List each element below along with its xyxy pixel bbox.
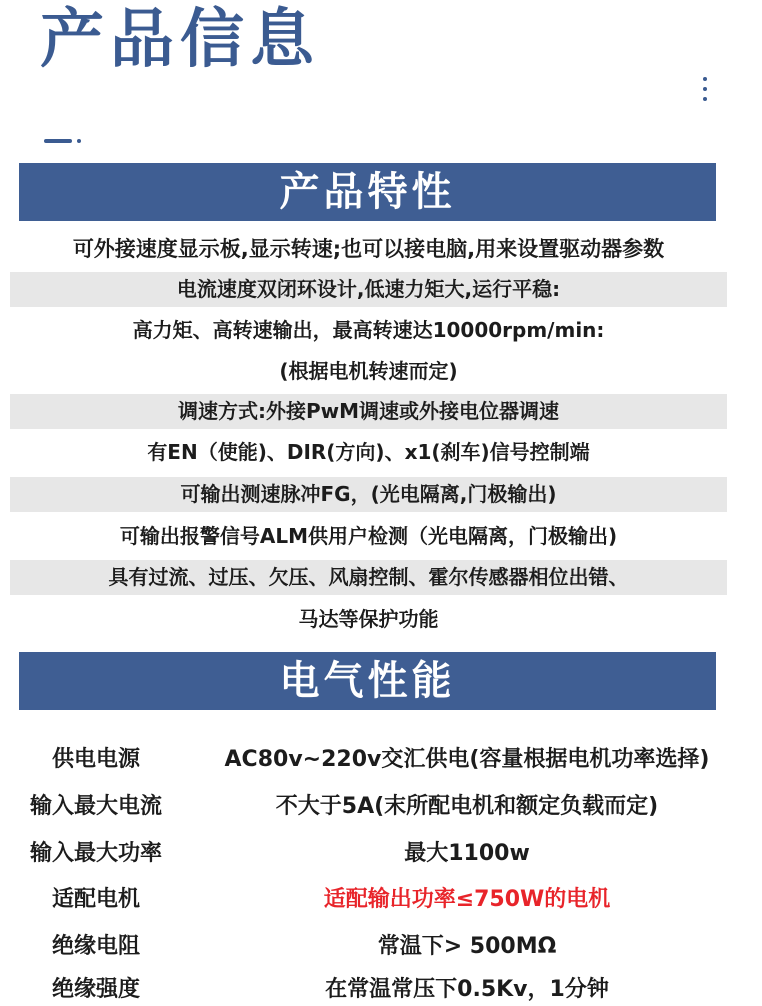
spec-label: 输入最大电流 (29, 794, 162, 819)
spec-label: 输入最大功率 (29, 841, 162, 866)
feature-row: 马达等保护功能 (298, 607, 439, 631)
spec-value-highlight: 适配输出功率≤750W的电机 (323, 887, 611, 912)
feature-row: 高力矩、高转速输出，最高转速达10000rpm/min: (132, 318, 605, 342)
spec-value: 常温下> 500MΩ (377, 934, 557, 959)
page-title: 产品信息 (40, 3, 320, 77)
spec-value: 最大1100w (404, 841, 530, 866)
spec-label: 绝缘电阻 (51, 934, 140, 959)
accent-bar (44, 139, 72, 143)
features-heading: 产品特性 (19, 163, 716, 221)
spec-label: 适配电机 (51, 887, 140, 912)
spec-value: 不大于5A(末所配电机和额定负载而定) (275, 794, 659, 819)
spec-label: 供电电源 (51, 747, 140, 772)
feature-row: 调速方式:外接PwM调速或外接电位器调速 (10, 394, 727, 429)
spec-label: 绝缘强度 (51, 977, 140, 1002)
performance-heading: 电气性能 (19, 652, 716, 710)
spec-value: AC80v~220v交汇供电(容量根据电机功率选择) (224, 747, 710, 772)
spec-value: 在常温常压下0.5Kv，1分钟 (325, 977, 609, 1002)
more-vertical-icon[interactable] (697, 74, 713, 104)
feature-row: 具有过流、过压、欠压、风扇控制、霍尔传感器相位出错、 (10, 560, 727, 595)
feature-row: 可输出测速脉冲FG，(光电隔离,门极输出) (10, 477, 727, 512)
feature-row: (根据电机转速而定) (279, 359, 458, 383)
feature-row: 可外接速度显示板,显示转速;也可以接电脑,用来设置驱动器参数 (72, 237, 665, 261)
feature-row: 可输出报警信号ALM供用户检测（光电隔离，门极输出) (119, 524, 618, 548)
feature-row: 电流速度双闭环设计,低速力矩大,运行平稳: (10, 272, 727, 307)
accent-dot (77, 139, 81, 143)
feature-row: 有EN（使能)、DIR(方向)、x1(刹车)信号控制端 (147, 440, 590, 464)
